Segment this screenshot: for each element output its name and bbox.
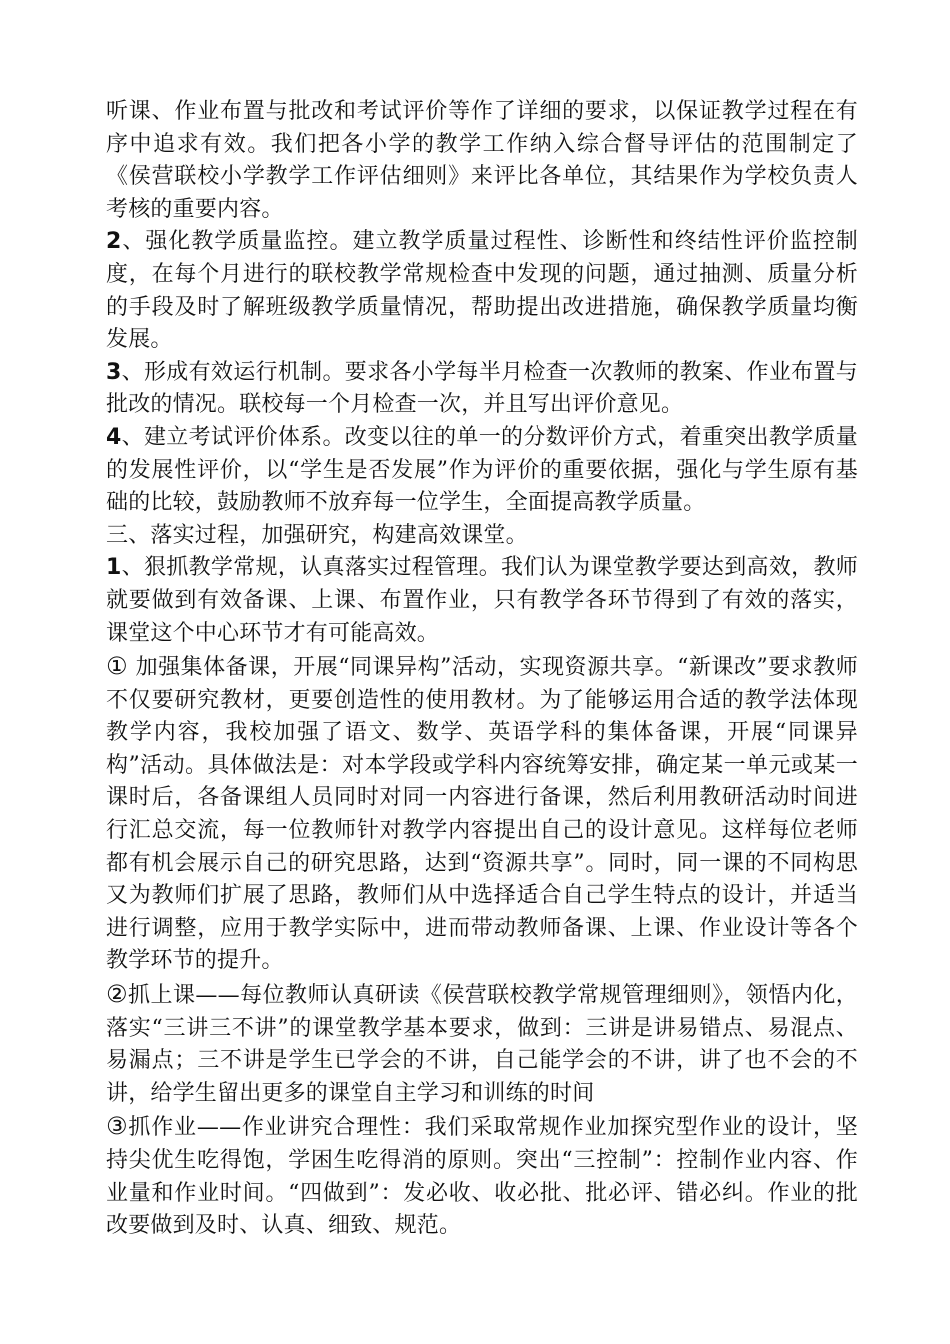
- paragraph-7: [106, 978, 858, 1110]
- paragraph-number: 2: [106, 229, 122, 255]
- paragraph-number: 1: [106, 555, 122, 581]
- circled-number-1: ①: [106, 652, 129, 681]
- circled-number-3: ③: [106, 1112, 129, 1141]
- section-heading: [106, 520, 858, 553]
- paragraph-text: 听课、作业布置与批改和考试评价等作了详细的要求，以保证教学过程在有序中追求有效。我们把各小学的教学工作纳入综合督导评估的范围制定了《侯营联校小学教学工作评估细则》来评比各单位，其结果作为学校负责人考核的重要内容。: [106, 99, 858, 222]
- paragraph-number: 4: [106, 424, 122, 450]
- paragraph-number: 3: [106, 359, 122, 385]
- paragraph-text: 抓作业——作业讲究合理性：我们采取常规作业加探究型作业的设计，坚持尖优生吃得饱，学困生吃得消的原则。突出“三控制”：控制作业内容、作业量和作业时间。“四做到”：发必收、收必批、批必评、错必纠。作业的批改要做到及时、认真、细致、规范。: [106, 1115, 858, 1239]
- paragraph-3: [106, 357, 858, 422]
- document-body: [106, 96, 858, 1243]
- paragraph-text: 、形成有效运行机制。要求各小学每半月检查一次教师的教案、作业布置与批改的情况。联校每一个月检查一次，并且写出评价意见。: [106, 359, 858, 418]
- paragraph-8: [106, 1110, 858, 1242]
- paragraph-text: 三、落实过程，加强研究，构建高效课堂。: [106, 522, 528, 548]
- paragraph-6: [106, 650, 858, 978]
- paragraph-1: [106, 96, 858, 226]
- paragraph-4: [106, 422, 858, 520]
- paragraph-text: 、强化教学质量监控。建立教学质量过程性、诊断性和终结性评价监控制度，在每个月进行的联校教学常规检查中发现的问题，通过抽测、质量分析的手段及时了解班级教学质量情况，帮助提出改进措施，确保教学质量均衡发展。: [106, 229, 858, 353]
- paragraph-text: 、建立考试评价体系。改变以往的单一的分数评价方式，着重突出教学质量的发展性评价，以“学生是否发展”作为评价的重要依据，强化与学生原有基础的比较，鼓励教师不放弃每一位学生，全面提高教学质量。: [106, 424, 858, 516]
- paragraph-text: 、狠抓教学常规，认真落实过程管理。我们认为课堂教学要达到高效，教师就要做到有效备课、上课、布置作业，只有教学各环节得到了有效的落实，课堂这个中心环节才有可能高效。: [106, 555, 858, 646]
- paragraph-2: [106, 226, 858, 356]
- circled-number-2: ②: [106, 980, 128, 1009]
- paragraph-text: 抓上课——每位教师认真研读《侯营联校教学常规管理细则》，领悟内化，落实“三讲三不讲”的课堂教学基本要求，做到：三讲是讲易错点、易混点、易漏点；三不讲是学生已学会的不讲，自己能学会的不讲，讲了也不会的不讲，给学生留出更多的课堂自主学习和训练的时间: [106, 983, 859, 1106]
- paragraph-text: 加强集体备课，开展“同课异构”活动，实现资源共享。“新课改”要求教师不仅要研究教材，更要创造性的使用教材。为了能够运用合适的教学法体现教学内容，我校加强了语文、数学、英语学科的集体备课，开展“同课异构”活动。具体做法是：对本学段或学科内容统筹安排，确定某一单元或某一课时后，各备课组人员同时对同一内容进行备课，然后利用教研活动时间进行汇总交流，每一位教师针对教学内容提出自己的设计意见。这样每位老师都有机会展示自己的研究思路，达到“资源共享”。同时，同一课的不同构思又为教师们扩展了思路，教师们从中选择适合自己学生特点的设计，并适当进行调整，应用于教学实际中，进而带动教师备课、上课、作业设计等各个教学环节的提升。: [106, 655, 859, 974]
- paragraph-5: [106, 552, 858, 650]
